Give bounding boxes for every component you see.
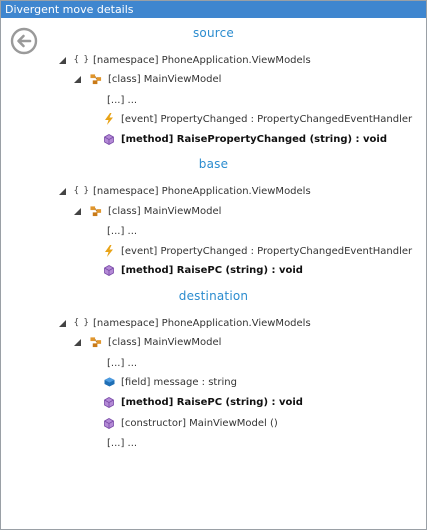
- method-label: [method] RaisePC (string) : void: [121, 396, 303, 408]
- ellipsis-label: [...] ...: [107, 225, 138, 237]
- tree-node-class[interactable]: [73, 334, 221, 350]
- namespace-label: [namespace] PhoneApplication.ViewModels: [93, 54, 311, 66]
- tree-node-namespace[interactable]: [58, 183, 311, 199]
- tree-node-ellipsis[interactable]: [107, 92, 137, 108]
- section-heading-destination: destination: [178, 289, 249, 303]
- class-label: [class] MainViewModel: [108, 73, 222, 85]
- method-cube-icon: [103, 133, 115, 145]
- namespace-label: [namespace] PhoneApplication.ViewModels: [93, 317, 311, 329]
- constructor-cube-icon: [103, 417, 115, 429]
- tree-node-event[interactable]: [103, 243, 412, 259]
- tree-node-class[interactable]: [73, 203, 221, 219]
- expanded-triangle-icon[interactable]: [73, 338, 81, 346]
- method-cube-icon: [103, 396, 115, 408]
- class-icon: [90, 73, 102, 85]
- expanded-triangle-icon[interactable]: [58, 56, 66, 64]
- expanded-triangle-icon[interactable]: [73, 207, 81, 215]
- namespace-braces-icon: { }: [73, 55, 89, 65]
- namespace-braces-icon: { }: [73, 186, 89, 196]
- class-label: [class] MainViewModel: [108, 336, 222, 348]
- class-icon: [90, 336, 102, 348]
- tree-node-method[interactable]: [103, 262, 303, 278]
- window-title: Divergent move details: [1, 1, 426, 18]
- event-label: [event] PropertyChanged : PropertyChangedEventHandler: [121, 245, 413, 257]
- field-label: [field] message : string: [121, 376, 237, 388]
- namespace-label: [namespace] PhoneApplication.ViewModels: [93, 185, 311, 197]
- expanded-triangle-icon[interactable]: [73, 75, 81, 83]
- ellipsis-label: [...] ...: [107, 94, 138, 106]
- method-cube-icon: [103, 264, 115, 276]
- tree-node-namespace[interactable]: [58, 315, 311, 331]
- tree-node-event[interactable]: [103, 111, 412, 127]
- ellipsis-label: [...] ...: [107, 437, 138, 449]
- constructor-label: [constructor] MainViewModel (): [121, 417, 278, 429]
- tree-node-method[interactable]: [103, 394, 303, 410]
- method-label: [method] RaisePropertyChanged (string) : void: [121, 133, 388, 145]
- tree-node-ellipsis[interactable]: [107, 355, 137, 371]
- event-label: [event] PropertyChanged : PropertyChangedEventHandler: [121, 113, 413, 125]
- class-label: [class] MainViewModel: [108, 205, 222, 217]
- section-heading-source: source: [192, 26, 235, 40]
- event-lightning-icon: [103, 113, 115, 125]
- class-icon: [90, 205, 102, 217]
- ellipsis-label: [...] ...: [107, 357, 138, 369]
- namespace-braces-icon: { }: [73, 318, 89, 328]
- expanded-triangle-icon[interactable]: [58, 319, 66, 327]
- tree-node-class[interactable]: [73, 71, 221, 87]
- tree-node-ellipsis[interactable]: [107, 223, 137, 239]
- method-label: [method] RaisePC (string) : void: [121, 264, 303, 276]
- tree-node-method[interactable]: [103, 131, 387, 147]
- tree-node-namespace[interactable]: [58, 52, 311, 68]
- tree-node-field[interactable]: [103, 374, 237, 390]
- event-lightning-icon: [103, 245, 115, 257]
- field-icon: [103, 376, 115, 388]
- section-heading-base: base: [198, 157, 229, 171]
- tree-node-constructor[interactable]: [103, 415, 278, 431]
- tree-node-ellipsis[interactable]: [107, 435, 137, 451]
- expanded-triangle-icon[interactable]: [58, 187, 66, 195]
